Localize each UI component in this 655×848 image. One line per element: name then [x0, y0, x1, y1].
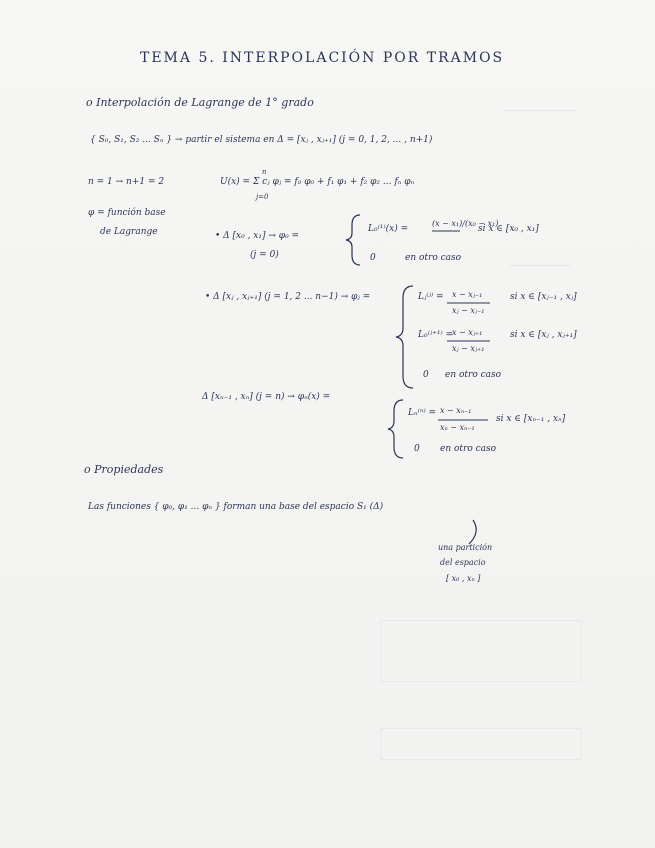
case3-frac-num: x − xₙ₋₁ [440, 406, 472, 415]
case3-l: Lₙ⁽ⁿ⁾ = [408, 408, 437, 418]
annotation-line3: [ x₀ , xₙ ] [446, 574, 481, 583]
case2-frac2-num: x − xⱼ₊₁ [452, 328, 483, 337]
case2-frac2-den: xⱼ − xⱼ₊₁ [452, 344, 485, 353]
section-lagrange-heading: o Interpolación de Lagrange de 1° grado [86, 96, 314, 109]
case3-condition: si x ∈ [xₙ₋₁ , xₙ] [496, 414, 566, 424]
page-title: TEMA 5. INTERPOLACIÓN POR TRAMOS [140, 50, 505, 66]
case1-interval: • Δ [x₀ , x₁] → φ₀ = [215, 231, 300, 241]
case2-interval: • Δ [xⱼ , xⱼ₊₁] (j = 1, 2 ... n−1) → φⱼ = [205, 292, 371, 302]
brace-case-1 [346, 215, 360, 265]
u-formula: U(x) = Σ cⱼ φⱼ = f₀ φ₀ + f₁ φ₁ + f₂ φ₂ ... fₙ φₙ [220, 177, 415, 187]
section-properties-heading: o Propiedades [84, 463, 164, 476]
brace-case-3 [388, 400, 403, 458]
annotation-line1: una partición [438, 543, 493, 552]
case1-j: (j = 0) [250, 250, 279, 260]
case2-l2: L₀⁽ʲ⁺¹⁾ = [418, 330, 454, 340]
n-relation: n = 1 → n+1 = 2 [88, 177, 165, 187]
bleed-through-mark [505, 110, 575, 111]
case1-fraction: (x − x₁)/(x₀ − x₁) [432, 219, 499, 228]
bleed-through-mark [510, 265, 570, 266]
sum-lower-limit: j=0 [256, 193, 269, 201]
case2-otherwise: en otro caso [445, 370, 502, 380]
case2-cond1: si x ∈ [xⱼ₋₁ , xⱼ] [510, 292, 577, 302]
phi-definition-line1: φ = función base [88, 208, 166, 218]
properties-line: Las funciones { φ₀, φ₁ ... φₙ } forman una base del espacio S₁ (Δ) [88, 502, 384, 512]
case2-frac1-num: x − xⱼ₋₁ [452, 290, 483, 299]
annotation-line2: del espacio [440, 558, 486, 567]
sum-upper-limit: n [262, 168, 267, 176]
case3-frac-den: xₙ − xₙ₋₁ [440, 423, 475, 432]
case1-otherwise: en otro caso [405, 253, 462, 263]
case1-l-expr: L₀⁽¹⁾(x) = [368, 224, 409, 234]
phi-definition-line2: de Lagrange [100, 227, 158, 237]
case2-zero: 0 [423, 370, 429, 380]
case2-frac1-den: xⱼ − xⱼ₋₁ [452, 306, 485, 315]
bleed-through-box [380, 620, 582, 682]
case1-zero: 0 [370, 253, 376, 263]
case2-l1: Lⱼ⁽ʲ⁾ = [418, 292, 444, 302]
brace-case-2 [396, 286, 413, 388]
bleed-through-box [380, 728, 582, 760]
annotation-arrow [469, 520, 476, 544]
case3-interval: Δ [xₙ₋₁ , xₙ] (j = n) → φₙ(x) = [202, 392, 331, 402]
case1-condition: si x ∈ [x₀ , x₁] [478, 224, 539, 234]
case3-zero: 0 [414, 444, 420, 454]
set-partition-line: { S₀, S₁, S₂ ... Sₙ } → partir el sistema en Δ = [xⱼ , xⱼ₊₁] (j = 0, 1, 2, ... , n+1) [90, 135, 433, 145]
case3-otherwise: en otro caso [440, 444, 497, 454]
case2-cond2: si x ∈ [xⱼ , xⱼ₊₁] [510, 330, 577, 340]
